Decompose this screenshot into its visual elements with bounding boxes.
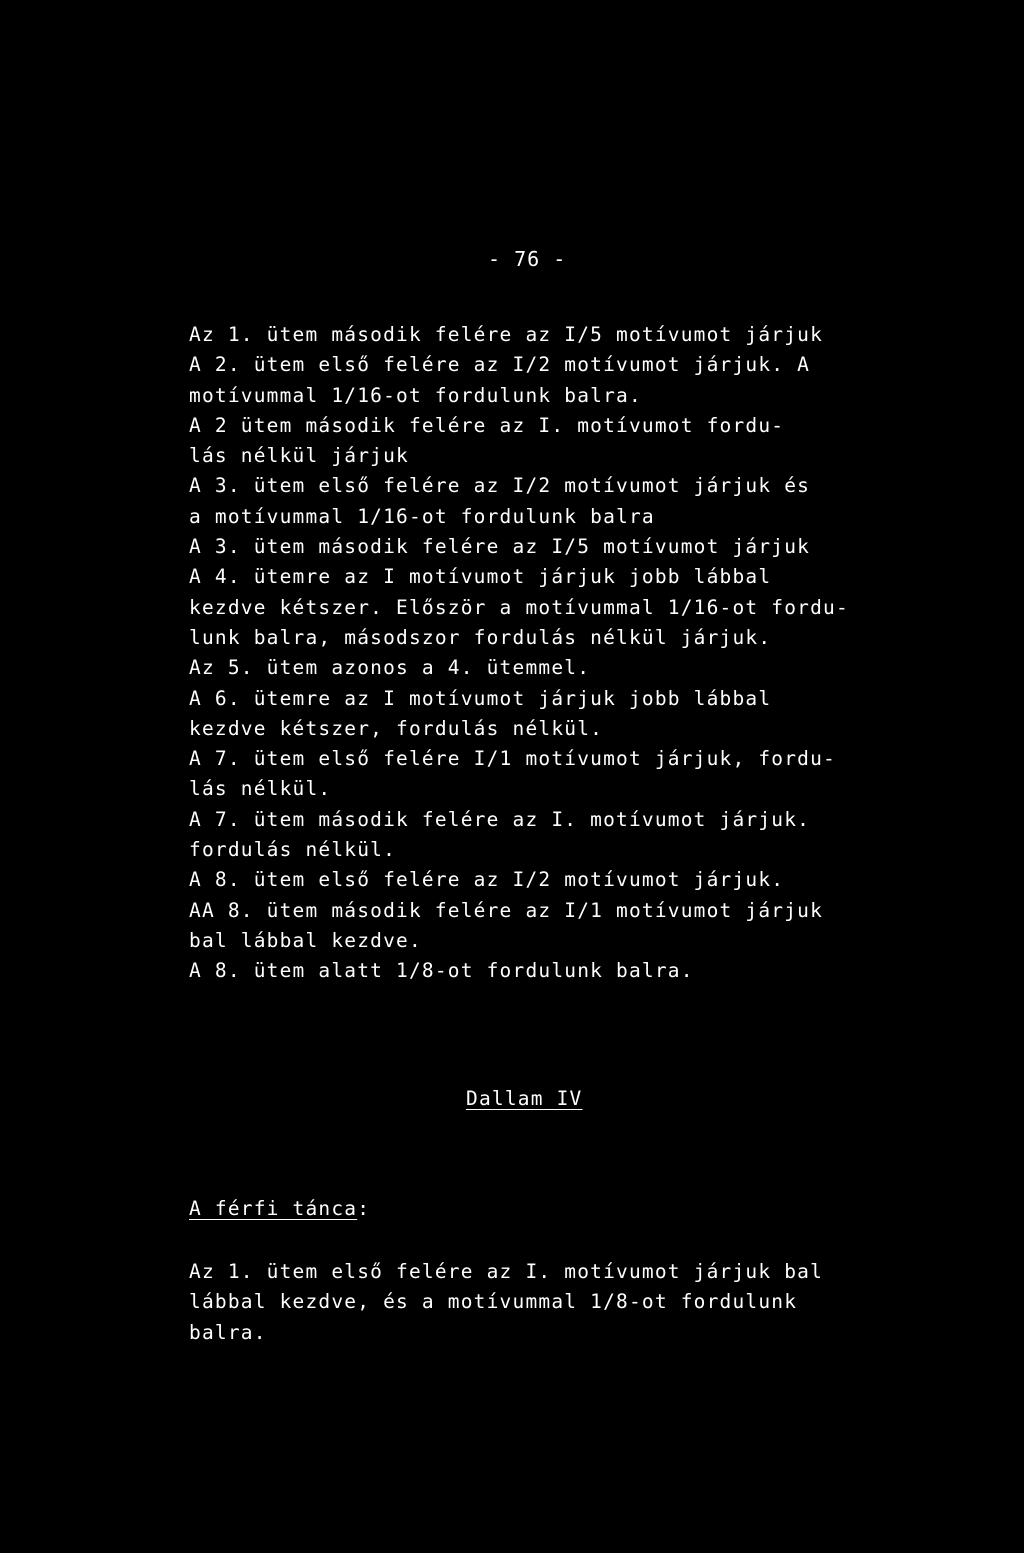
text-line: A 8. ütem első felére az I/2 motívumot járjuk. [189, 868, 785, 892]
instruction-block-final [189, 1257, 823, 1348]
text-line: Az 5. ütem azonos a 4. ütemmel. [189, 656, 591, 680]
text-line: lunk balra, másodszor fordulás nélkül járjuk. [189, 625, 772, 649]
text-line: AA 8. ütem második felére az I/1 motívumot járjuk [189, 898, 824, 922]
text-line: A 2 ütem második felére az I. motívumot fordu- [189, 413, 785, 437]
text-line: A 8. ütem alatt 1/8-ot fordulunk balra. [189, 959, 694, 983]
text-line: motívummal 1/16-ot fordulunk balra. [189, 383, 642, 407]
text-line: Az 1. ütem második felére az I/5 motívumot járjuk [189, 323, 824, 346]
text-line: fordulás nélkül. [189, 838, 397, 862]
text-line: bal lábbal kezdve. [189, 928, 422, 952]
text-line: Az 1. ütem első felére az I. motívumot járjuk bal [189, 1260, 824, 1283]
text-line: lás nélkül. [189, 777, 332, 801]
text-line: kezdve kétszer. Először a motívummal 1/16-ot fordu- [189, 595, 849, 619]
text-line: lás nélkül járjuk [189, 444, 409, 468]
text-line: lábbal kezdve, és a motívummal 1/8-ot fordulunk [189, 1290, 798, 1314]
text-line: A 7. ütem második felére az I. motívumot járjuk. [189, 807, 811, 831]
text-line: A 4. ütemre az I motívumot járjuk jobb lábbal [189, 565, 772, 589]
text-line: A 6. ütemre az I motívumot járjuk jobb lábbal [189, 686, 772, 710]
text-line: A 7. ütem első felére I/1 motívumot járjuk, fordu- [189, 747, 836, 771]
instruction-block [189, 320, 849, 987]
text-line: A 2. ütem első felére az I/2 motívumot járjuk. A [189, 353, 811, 377]
section-title: Dallam IV [466, 1087, 583, 1110]
subsection-colon: : [357, 1197, 371, 1220]
subsection-title-row [189, 1197, 370, 1220]
page-number: - 76 - [488, 247, 567, 271]
text-line: a motívummal 1/16-ot fordulunk balra [189, 504, 655, 528]
subsection-title: A férfi tánca [189, 1197, 358, 1220]
text-line: A 3. ütem első felére az I/2 motívumot járjuk és [189, 474, 811, 498]
text-line: A 3. ütem második felére az I/5 motívumot járjuk [189, 535, 811, 559]
text-line: balra. [189, 1320, 267, 1344]
text-line: kezdve kétszer, fordulás nélkül. [189, 716, 604, 740]
